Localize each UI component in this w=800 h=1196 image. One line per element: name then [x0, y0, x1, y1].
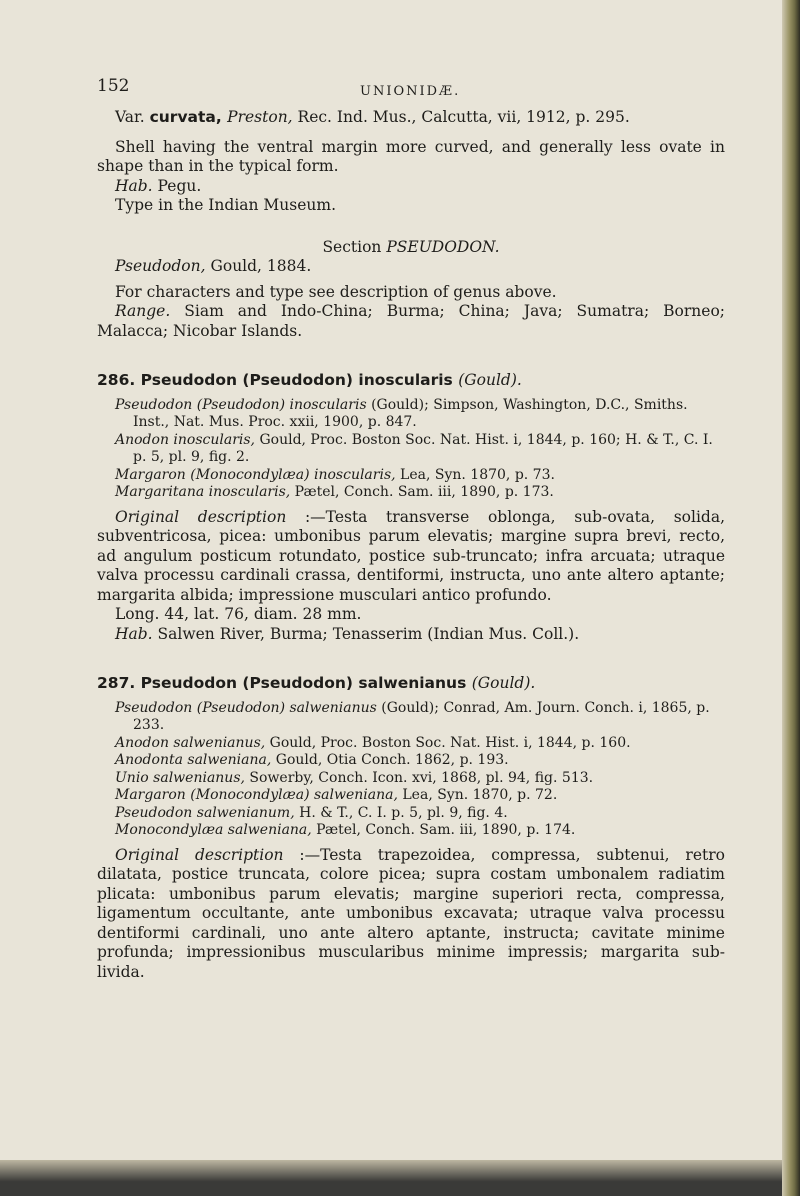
synonym-entry: Anodon inoscularis, Gould, Proc. Boston Soc. Nat. Hist. i, 1844, p. 160; H. & T., C. I. p. 5, pl. 9, fig. 2. [115, 431, 713, 465]
genus-line: Pseudodon, Gould, 1884. [115, 257, 312, 275]
synonym-entry: Anodonta salweniana, Gould, Otia Conch. 1862, p. 193. [115, 752, 509, 768]
section-characters: For characters and type see description of genus above. [115, 282, 557, 301]
variety-name: curvata, [149, 108, 228, 126]
species-286-heading: 286. Pseudodon (Pseudodon) inoscularis (Gould). [97, 371, 522, 389]
variety-reference: Var. curvata, Preston, Rec. Ind. Mus., Calcutta, vii, 1912, p. 295. [115, 108, 630, 126]
species-286-description: Original description :—Testa transverse oblonga, sub-ovata, solida, subventricosa, picea: umbonibus parum elevatis; margine supra brevi, recto, ad angulum posticum rotundato, postice sub-truncato; infra arcuata; utraque valva processu cardinali crassa, dentiformi, instructa, uno ante altero aptante; margarita albida; impressione musculari antico profundo. [97, 507, 725, 604]
species-286-habitat: Hab. Salwen River, Burma; Tenasserim (Indian Mus. Coll.). [115, 624, 580, 643]
variety-author: Preston, [227, 108, 293, 126]
page-number: 152 [97, 76, 130, 96]
synonym-entry: Margaron (Monocondylæa) salweniana, Lea, Syn. 1870, p. 72. [115, 787, 558, 803]
synonym-entry: Monocondylæa salweniana, Pætel, Conch. Sam. iii, 1890, p. 174. [115, 822, 576, 838]
synonym-entry: Pseudodon (Pseudodon) inoscularis (Gould); Simpson, Washington, D.C., Smiths. Inst., Nat. Mus. Proc. xxii, 1900, p. 847. [115, 396, 688, 430]
species-286-synonyms [115, 397, 725, 502]
variety-description: Shell having the ventral margin more curved, and generally less ovate in shape than in the typical form. [97, 137, 725, 175]
species-287-description: Original description :—Testa trapezoidea, compressa, subtenui, retro dilatata, postice truncata, colore picea; supra costam umbonalem radiatim plicata: umbonibus parum elevatis; margine superiori recta, compressa, ligamentum occultante, ante umbonibus excavata; utraque valva processu dentiformi cardinali, uno ante altero aptante, instructa; cavitate minime profunda; impressionibus muscularibus minime impressis; margarita sub-livida. [97, 845, 725, 981]
page-bottom-shadow [0, 1160, 782, 1196]
species-286-measurements: Long. 44, lat. 76, diam. 28 mm. [115, 605, 362, 623]
section-heading: Section PSEUDODON. [322, 237, 500, 256]
synonym-entry: Pseudodon (Pseudodon) salwenianus (Gould); Conrad, Am. Journ. Conch. i, 1865, p. 233. [115, 699, 710, 733]
page-edge-shadow [782, 0, 800, 1196]
synonym-entry: Pseudodon salwenianum, H. & T., C. I. p. 5, pl. 9, fig. 4. [115, 804, 508, 821]
synonym-entry: Margaritana inoscularis, Pætel, Conch. Sam. iii, 1890, p. 173. [115, 484, 554, 500]
species-287-synonyms [115, 700, 725, 840]
species-287-heading: 287. Pseudodon (Pseudodon) salwenianus (Gould). [97, 674, 536, 692]
synonym-entry: Anodon salwenianus, Gould, Proc. Boston Soc. Nat. Hist. i, 1844, p. 160. [115, 734, 631, 751]
page-body [97, 108, 725, 982]
synonym-entry: Unio salwenianus, Sowerby, Conch. Icon. xvi, 1868, pl. 94, fig. 513. [115, 769, 594, 786]
variety-type-location: Type in the Indian Museum. [115, 196, 337, 214]
synonym-entry: Margaron (Monocondylæa) inoscularis, Lea, Syn. 1870, p. 73. [115, 466, 555, 483]
variety-habitat: Hab. Pegu. [115, 176, 202, 195]
running-title: UNIONIDÆ. [360, 84, 461, 99]
section-range: Range. Siam and Indo-China; Burma; China; Java; Sumatra; Borneo; Malacca; Nicobar Islands. [97, 302, 725, 340]
